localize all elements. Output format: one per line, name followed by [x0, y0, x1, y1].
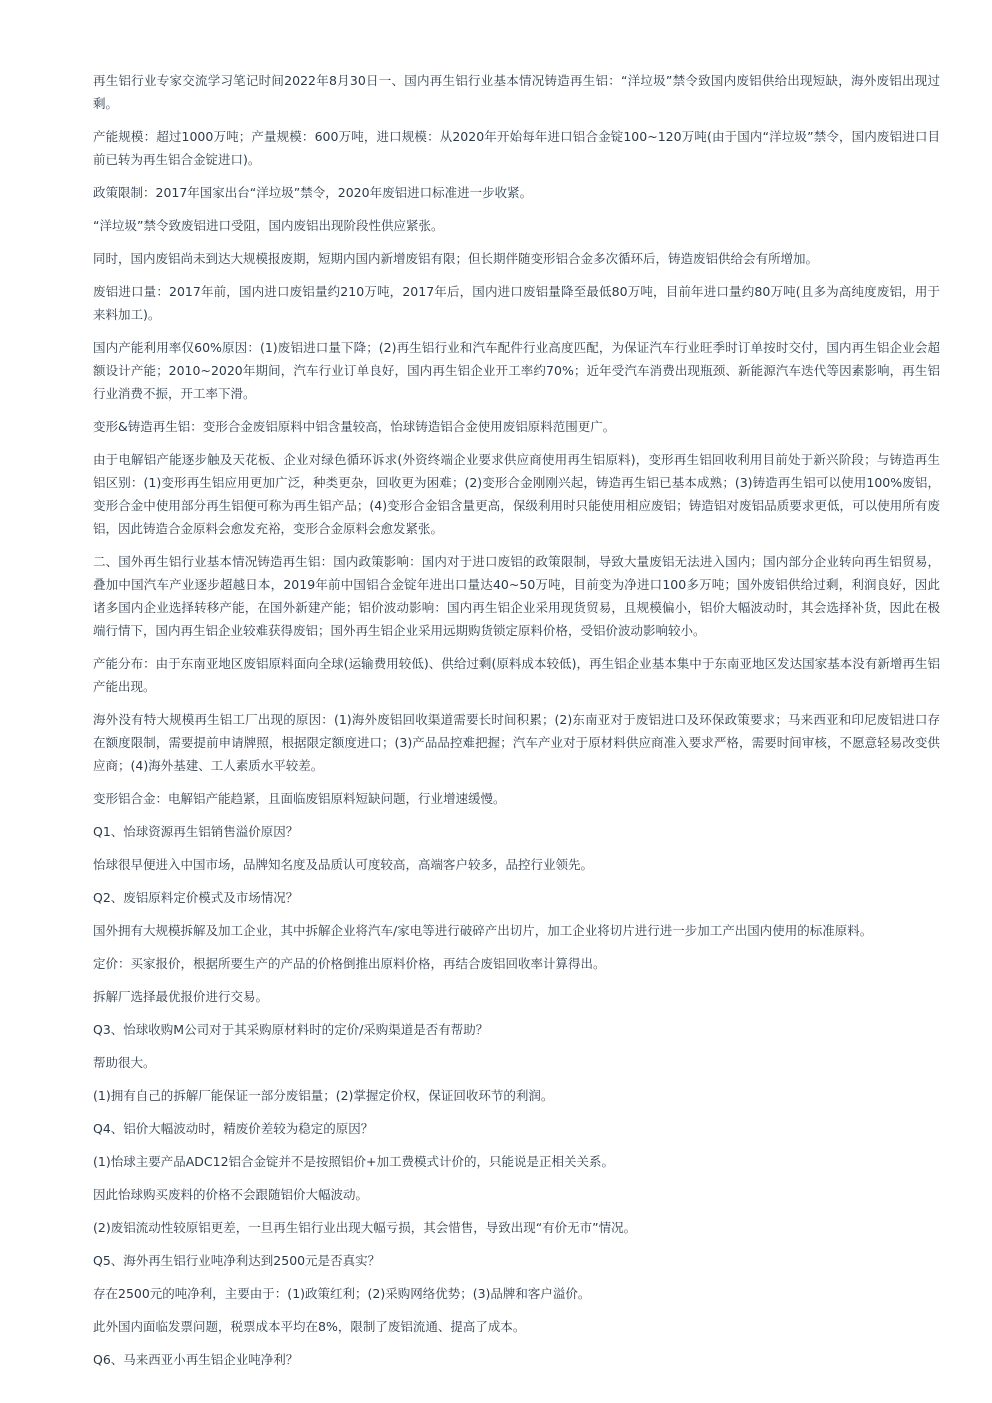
paragraph: 帮助很大。	[93, 1055, 156, 1070]
paragraph: (2)废铝流动性较原铝更差，一旦再生铝行业出现大幅亏损，其会惜售，导致出现“有价无市”情况。	[93, 1220, 637, 1235]
paragraph: 再生铝行业专家交流学习笔记时间2022年8月30日一、国内再生铝行业基本情况铸造再生铝：“洋垃圾”禁令致国内废铝供给出现短缺，海外废铝出现过剩。	[93, 73, 940, 111]
question-heading: Q6、马来西亚小再生铝企业吨净利？	[93, 1352, 299, 1367]
paragraph: 国外拥有大规模拆解及加工企业，其中拆解企业将汽车/家电等进行破碎产出切片，加工企业将切片进行进一步加工产出国内使用的标准原料。	[93, 923, 873, 938]
question-heading: Q1、怡球资源再生铝销售溢价原因？	[93, 824, 299, 839]
paragraph: (1)拥有自己的拆解厂能保证一部分废铝量；(2)掌握定价权，保证回收环节的利润。	[93, 1088, 554, 1103]
question-heading: Q3、怡球收购M公司对于其采购原材料时的定价/采购渠道是否有帮助？	[93, 1022, 489, 1037]
question-heading: Q4、铝价大幅波动时，精废价差较为稳定的原因？	[93, 1121, 374, 1136]
paragraph: 废铝进口量：2017年前，国内进口废铝量约210万吨，2017年后，国内进口废铝量降至最低80万吨，目前年进口量约80万吨(且多为高纯度废铝，用于来料加工)。	[93, 284, 940, 322]
paragraph: 拆解厂选择最优报价进行交易。	[93, 989, 269, 1004]
paragraph: “洋垃圾”禁令致废铝进口受阻，国内废铝出现阶段性供应紧张。	[93, 218, 444, 233]
paragraph: 海外没有特大规模再生铝工厂出现的原因：(1)海外废铝回收渠道需要长时间积累；(2)东南亚对于废铝进口及环保政策要求；马来西亚和印尼废铝进口存在额度限制，需要提前申请牌照，根据限定额度进口；(3)产品品控难把握；汽车产业对于原材料供应商准入要求严格，需要时间审核，不愿意轻易改变供应商；(4)海外基建、工人素质水平较差。	[93, 712, 940, 773]
paragraph: 国内产能利用率仅60%原因：(1)废铝进口量下降；(2)再生铝行业和汽车配件行业高度匹配，为保证汽车行业旺季时订单按时交付，国内再生铝企业会超额设计产能；2010~2020年期间，汽车行业订单良好，国内再生铝企业开工率约70%；近年受汽车消费出现瓶颈、新能源汽车迭代等因素影响，再生铝行业消费不振，开工率下滑。	[93, 340, 940, 401]
paragraph: 变形&铸造再生铝：变形合金废铝原料中铝含量较高，怡球铸造铝合金使用废铝原料范围更广。	[93, 419, 616, 434]
paragraph: 因此怡球购买废料的价格不会跟随铝价大幅波动。	[93, 1187, 369, 1202]
paragraph: 存在2500元的吨净利，主要由于：(1)政策红利；(2)采购网络优势；(3)品牌和客户溢价。	[93, 1286, 591, 1301]
paragraph: 政策限制：2017年国家出台“洋垃圾”禁令，2020年废铝进口标准进一步收紧。	[93, 185, 533, 200]
paragraph: 二、国外再生铝行业基本情况铸造再生铝：国内政策影响：国内对于进口废铝的政策限制，导致大量废铝无法进入国内；国内部分企业转向再生铝贸易，叠加中国汽车产业逐步超越日本，2019年前中国铝合金锭年进出口量达40~50万吨，目前变为净进口100多万吨；国外废铝供给过剩，利润良好，因此诸多国内企业选择转移产能，在国外新建产能；铝价波动影响：国内再生铝企业采用现货贸易，且规模偏小，铝价大幅波动时，其会选择补货，因此在极端行情下，国内再生铝企业较难获得废铝；国外再生铝企业采用远期购货锁定原料价格，受铝价波动影响较小。	[93, 554, 940, 638]
paragraph: 此外国内面临发票问题，税票成本平均在8%，限制了废铝流通、提高了成本。	[93, 1319, 526, 1334]
paragraph: 由于电解铝产能逐步触及天花板、企业对绿色循环诉求(外资终端企业要求供应商使用再生铝原料)，变形再生铝回收利用目前处于新兴阶段；与铸造再生铝区别：(1)变形再生铝应用更加广泛，种类更杂，回收更为困难；(2)变形合金刚刚兴起，铸造再生铝已基本成熟；(3)铸造再生铝可以使用100%废铝，变形合金中使用部分再生铝便可称为再生铝产品；(4)变形合金铝含量更高，保级利用时只能使用相应废铝；铸造铝对废铝品质要求更低，可以使用所有废铝，因此铸造合金原料会愈发充裕，变形合金原料会愈发紧张。	[93, 452, 940, 536]
paragraph: 产能分布：由于东南亚地区废铝原料面向全球(运输费用较低)、供给过剩(原料成本较低)，再生铝企业基本集中于东南亚地区发达国家基本没有新增再生铝产能出现。	[93, 656, 940, 694]
paragraph: 产能规模：超过1000万吨；产量规模：600万吨，进口规模：从2020年开始每年进口铝合金锭100~120万吨(由于国内“洋垃圾”禁令，国内废铝进口目前已转为再生铝合金锭进口)。	[93, 129, 940, 167]
paragraph: 怡球很早便进入中国市场，品牌知名度及品质认可度较高，高端客户较多，品控行业领先。	[93, 857, 594, 872]
paragraph: (1)怡球主要产品ADC12铝合金锭并不是按照铝价+加工费模式计价的，只能说是正相关关系。	[93, 1154, 614, 1169]
paragraph: 定价：买家报价，根据所要生产的产品的价格倒推出原料价格，再结合废铝回收率计算得出。	[93, 956, 606, 971]
paragraph: 变形铝合金：电解铝产能趋紧，且面临废铝原料短缺问题，行业增速缓慢。	[93, 791, 506, 806]
question-heading: Q5、海外再生铝行业吨净利达到2500元是否真实？	[93, 1253, 381, 1268]
paragraph: 同时，国内废铝尚未到达大规模报废期，短期内国内新增废铝有限；但长期伴随变形铝合金多次循环后，铸造废铝供给会有所增加。	[93, 251, 819, 266]
question-heading: Q2、废铝原料定价模式及市场情况？	[93, 890, 299, 905]
